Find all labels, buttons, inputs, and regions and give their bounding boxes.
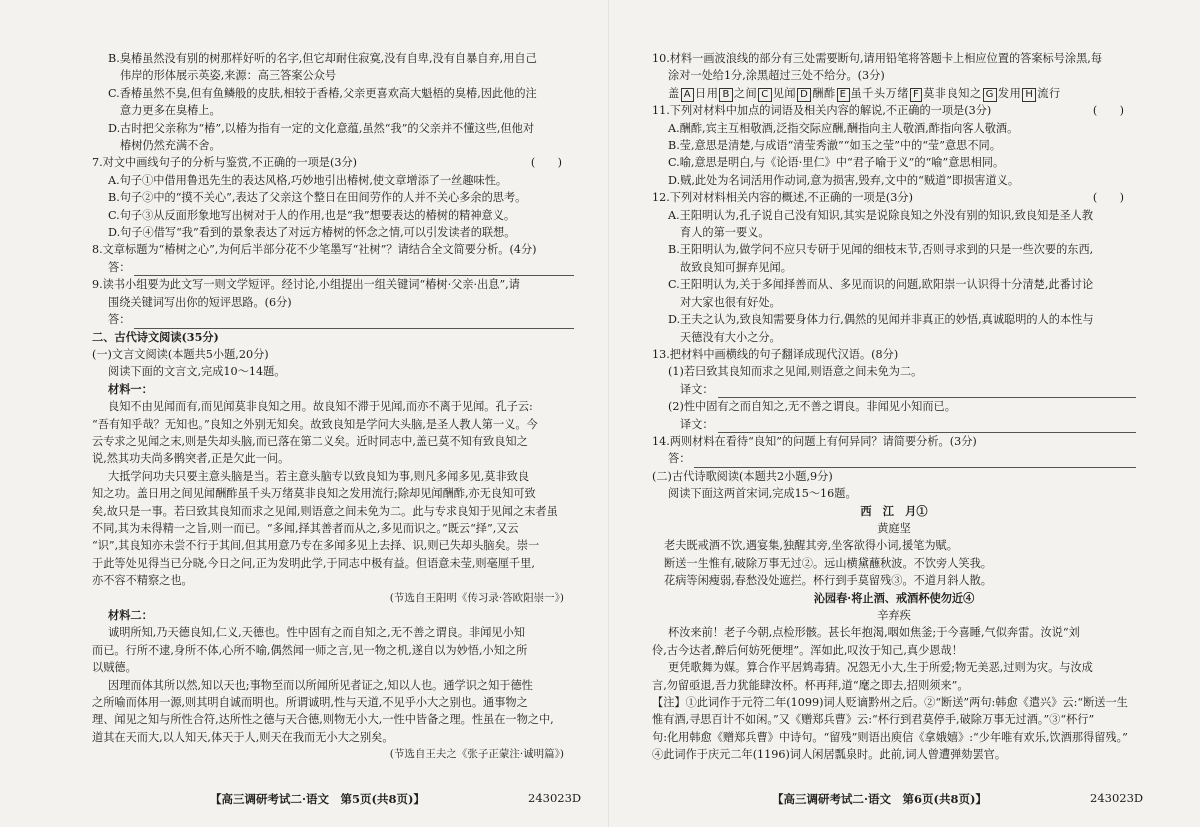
option-6d: D.古时把父亲称为“椿”,以椿为指有一定的文化意蕴,虽然“我”的父亲并不懂这些,但他对 xyxy=(108,121,535,135)
material-1-underlined-line: 矣,故只是一事。若曰致其良知而求之见闻,则语意之间未免为二。此与专求良知于见闻之末者虽 xyxy=(92,504,558,518)
question-9: 9.读书小组要为此文写一则文学短评。经讨论,小组提出一组关键词“椿树·父亲·出息”,请 xyxy=(92,278,520,292)
option-12c: C.王阳明认为,关于多闻择善而从、多见而识的问题,欧阳崇一认识得十分清楚,此番讨论 xyxy=(668,278,1094,292)
note-line: ④此词作于庆元二年(1196)词人闲居瓢泉时。此前,词人曾遭弹劾罢官。 xyxy=(652,748,1007,762)
page-5 xyxy=(92,50,574,821)
material-1-line: 不同,其为未得精一之旨,则一而已。“多闻,择其善者而从之,多见而识之。”既云“择”,又云 xyxy=(92,521,519,535)
footer-page-5 xyxy=(210,791,630,807)
option-12d-cont: 天德没有大小之分。 xyxy=(680,330,781,344)
material-1-line: “识”,其良知亦未尝不行于其间,但其用意乃专在多闻多见上去择、识,则已失却头脑矣。崇一 xyxy=(92,539,540,553)
translation-line-2[interactable]: 译文： xyxy=(652,416,1136,433)
question-10-cont: 涂对一处给1分,涂黑超过三处不给分。(3分) xyxy=(668,69,885,83)
poem-1-preface: 老夫既戒酒不饮,遇宴集,独醒其旁,坐客欲得小词,援笔为赋。 xyxy=(664,539,958,553)
option-7b: B.句子②中的“摸不关心”,表达了父亲这个整日在田间劳作的人并不关心多余的思考。 xyxy=(108,191,527,205)
poem-1-author: 黄庭坚 xyxy=(877,521,911,535)
poem-2-line: 更凭歌舞为媒。算合作平居鸩毒猜。况怨无小大,生于所爱;物无美恶,过则为灾。与汝成 xyxy=(668,661,1093,675)
material-2-line: 因理而体其所以然,知以天也;事物至而以所闻所见者证之,知以人也。通学识之知于德性 xyxy=(108,678,533,692)
option-7d: D.句子④借写“我”看到的景象表达了对远方椿树的怀念之情,可以引发读者的联想。 xyxy=(108,226,516,240)
source-citation-1: (节选自王阳明《传习录·答欧阳崇一》) xyxy=(389,591,564,604)
section-heading-2: 二、古代诗文阅读(35分) xyxy=(92,329,219,344)
option-12a-cont: 育人的第一要义。 xyxy=(680,226,770,240)
material-2-line: 诚明所知,乃天德良知,仁义,天德也。性中固有之而自知之,无不善之谓良。非闻见小知 xyxy=(108,626,525,640)
poem-2-line: 伶,古今达者,醉后何妨死便埋”。浑如此,叹汝于知己,真少恩哉！ xyxy=(652,643,963,657)
question-14: 14.两则材料在看待“良知”的问题上有何异同？请简要分析。(3分) xyxy=(652,434,977,448)
translation-line-1[interactable]: 译文： xyxy=(652,381,1136,398)
question-13: 13.把材料中画横线的句子翻译成现代汉语。(8分) xyxy=(652,347,899,361)
material-2-line: 以贼德。 xyxy=(92,661,137,675)
answer-line-14[interactable]: 答： xyxy=(652,450,1136,467)
option-6d-cont: 椿树仍然充满不舍。 xyxy=(120,139,221,153)
option-11c: C.喻,意思是明白,与《论语·里仁》中“君子喻于义”的“喻”意思相同。 xyxy=(668,156,1005,170)
option-12b-cont: 故致良知可摒弃见闻。 xyxy=(680,260,792,274)
footer-label: 【高三调研考试二·语文 第6页(共8页)】 xyxy=(772,792,987,806)
question-7: 7.对文中画线句子的分析与鉴赏,不正确的一项是(3分) ( ) xyxy=(92,154,574,171)
option-6b-cont: 伟岸的形体展示英姿,来源：高三答案公众号 xyxy=(120,69,337,83)
option-12d: D.王夫之认为,致良知需要身体力行,偶然的见闻并非真正的妙悟,真诚聪明的人的本性与 xyxy=(668,313,1094,327)
subsection-heading-2: (二)古代诗歌阅读(本题共2小题,9分) xyxy=(652,469,833,483)
material-2-title: 材料二： xyxy=(108,608,153,622)
material-1-line: “吾有知乎哉？无知也。”良知之外别无知矣。故致良知是学问大头脑,是圣人教人第一义。今 xyxy=(92,417,538,431)
material-1-title: 材料一： xyxy=(108,381,153,396)
note-line: 【注】①此词作于元符二年(1099)词人贬谪黔州之后。②“断送”两句:韩愈《遣兴》云:“断送一生 xyxy=(652,696,1128,710)
material-1-line: 说,然其功夫尚多鹘突者,正是欠此一问。 xyxy=(92,452,290,466)
option-7c: C.句子③从反面形象地写出树对于人的作用,也是“我”想要表达的椿树的精神意义。 xyxy=(108,208,516,222)
footer-page-6 xyxy=(772,791,1192,807)
exam-code: 243023D xyxy=(1090,791,1144,805)
note-line: 句:化用韩愈《赠郑兵曹》中诗句。“留残”则语出庾信《拿娥嬉》:“少年唯有欢乐,饮酒那得留残。” xyxy=(652,730,1128,744)
instruction-poems: 阅读下面这两首宋词,完成15～16题。 xyxy=(668,487,857,501)
option-11d: D.贼,此处为名词活用作动词,意为损害,毁弃,文中的“贼道”即损害道义。 xyxy=(668,173,1020,187)
answer-paren-11[interactable]: ( ) xyxy=(1092,104,1124,118)
break-box-f[interactable]: F xyxy=(910,88,922,102)
option-6b: B.臭椿虽然没有别的树那样好听的名字,但它却耐住寂寞,没有自卑,没有自暴自弃,用自己 xyxy=(108,52,537,65)
break-box-b[interactable]: B xyxy=(719,88,732,102)
option-12a: A.王阳明认为,孔子说自己没有知识,其实是说除良知之外没有别的知识,致良知是圣人教 xyxy=(668,208,1094,222)
option-6c-cont: 意力更多在臭椿上。 xyxy=(120,104,221,118)
material-1-line: 云专求之见闻之末,则是失却头脑,而已落在第二义矣。近时同志中,盖已莫不知有致良知之 xyxy=(92,434,528,448)
question-11: 11.下列对材料中加点的词语及相关内容的解说,不正确的一项是(3分) ( ) xyxy=(652,102,1136,119)
question-13-2: (2)性中固有之而自知之,无不善之谓良。非闻见小知而已。 xyxy=(668,400,956,414)
poem-2-line: 言,勿留亟退,吾力犹能肆汝杯。杯再拜,道“麾之即去,招则须来”。 xyxy=(652,678,969,692)
page-fold xyxy=(608,0,609,827)
option-6c: C.香椿虽然不臭,但有鱼鳞般的皮肤,相较于香椿,父亲更喜欢高大魁梧的臭椿,因此他的注 xyxy=(108,86,537,100)
page-6 xyxy=(652,50,1136,821)
poem-1-line: 花病等闲瘦弱,春愁没处遮拦。杯行到手莫留残③。不道月斜人散。 xyxy=(664,574,992,588)
break-box-g[interactable]: G xyxy=(983,88,997,102)
option-12c-cont: 对大家也很有好处。 xyxy=(680,295,781,309)
break-box-c[interactable]: C xyxy=(758,88,771,102)
answer-paren-7[interactable]: ( ) xyxy=(530,156,562,170)
material-2-line: 道其在天而大,以人知天,体天于人,则天在我而无小大之别矣。 xyxy=(92,730,394,744)
question-12: 12.下列对材料相关内容的概述,不正确的一项是(3分) ( ) xyxy=(652,189,1136,206)
source-citation-2: (节选自王夫之《张子正蒙注·诚明篇》) xyxy=(389,748,564,761)
poem-1-line: 断送一生惟有,破除万事无过②。远山横黛蘸秋波。不饮旁人笑我。 xyxy=(664,556,992,570)
material-1-line: 亦不容不精察之也。 xyxy=(92,574,193,588)
exam-code: 243023D xyxy=(528,791,582,805)
subsection-heading-1: (一)文言文阅读(本题共5小题,20分) xyxy=(92,347,269,361)
footer-label: 【高三调研考试二·语文 第5页(共8页)】 xyxy=(210,792,425,806)
break-box-h[interactable]: H xyxy=(1022,88,1036,102)
material-1-line: 良知不由见闻而有,而见闻莫非良知之用。故良知不滞于见闻,而亦不离于见闻。孔子云: xyxy=(108,400,533,414)
break-options: 盖 A 日用 B 之间 C 见闻 D 酬酢 E 虽千头万绪 F 莫非良知之 G 发用 H 流行 xyxy=(668,86,1061,100)
material-2-line: 而已。行所不逮,身所不体,心所不喻,偶然闻一师之言,见一物之机,遂自以为妙悟,小知之所 xyxy=(92,643,528,657)
break-box-d[interactable]: D xyxy=(797,88,811,102)
material-1-wavy-line: 知之功。盖日用之间见闻酬酢虽千头万绪莫非良知之发用流行;除却见闻酬酢,亦无良知可致 xyxy=(92,487,536,501)
break-box-a[interactable]: A xyxy=(681,88,694,102)
poem-1-title: 西 江 月① xyxy=(860,503,928,518)
answer-paren-12[interactable]: ( ) xyxy=(1092,191,1124,205)
option-11b: B.莹,意思是清楚,与成语“清莹秀澈”“如玉之莹”中的“莹”意思不同。 xyxy=(668,139,1001,153)
question-9-cont: 围绕关键词写出你的短评思路。(6分) xyxy=(108,295,292,309)
poem-2-title: 沁园春·将止酒、戒酒杯使勿近④ xyxy=(813,590,975,605)
option-11a: A.酬酢,宾主互相敬酒,泛指交际应酬,酬指向主人敬酒,酢指向客人敬酒。 xyxy=(668,121,1019,135)
material-2-line: 之所喻而体用一源,则其明自诚而明也。所谓诚明,性与天道,不见乎小大之别也。通事物之 xyxy=(92,696,528,710)
question-13-1: (1)若曰致其良知而求之见闻,则语意之间未免为二。 xyxy=(668,365,923,379)
break-box-e[interactable]: E xyxy=(837,88,850,102)
answer-line-9[interactable]: 答： xyxy=(92,311,574,328)
instruction: 阅读下面的文言文,完成10～14题。 xyxy=(108,365,286,379)
option-12b: B.王阳明认为,做学问不应只专研于见闻的细枝末节,否则寻求到的只是一些次要的东西, xyxy=(668,243,1094,257)
material-1-line: 于此等处见得当已分晓,今日之问,正为发明此学,于同志中极有益。但语意未莹,则毫厘千里, xyxy=(92,556,535,570)
note-line: 惟有酒,寻思百计不如闲。”又《赠郑兵曹》云:“杯行到君莫停手,破除万事无过酒。”③“杯行” xyxy=(652,713,1095,727)
question-10: 10.材料一画波浪线的部分有三处需要断句,请用铅笔将答题卡上相应位置的答案标号涂黑,每 xyxy=(652,52,1103,65)
poem-2-author: 辛弃疾 xyxy=(877,609,911,622)
poem-2-line: 杯汝来前！老子今朝,点检形骸。甚长年抱渴,咽如焦釜;于今喜睡,气似奔雷。汝说“刘 xyxy=(668,626,1080,640)
material-2-line: 理、闻见之知与所性合符,达所性之德与天合德,则物无小大,一性中皆备之理。性虽在一物之中, xyxy=(92,713,554,727)
answer-line-8[interactable]: 答： xyxy=(92,259,574,276)
option-7a: A.句子①中借用鲁迅先生的表达风格,巧妙地引出椿树,使文章增添了一丝趣味性。 xyxy=(108,173,508,187)
material-1-line: 大抵学问功夫只要主意头脑是当。若主意头脑专以致良知为事,则凡多闻多见,莫非致良 xyxy=(108,469,530,483)
question-8: 8.文章标题为“椿树之心”,为何后半部分花不少笔墨写“社树”？请结合全文简要分析。(4分) xyxy=(92,243,537,257)
